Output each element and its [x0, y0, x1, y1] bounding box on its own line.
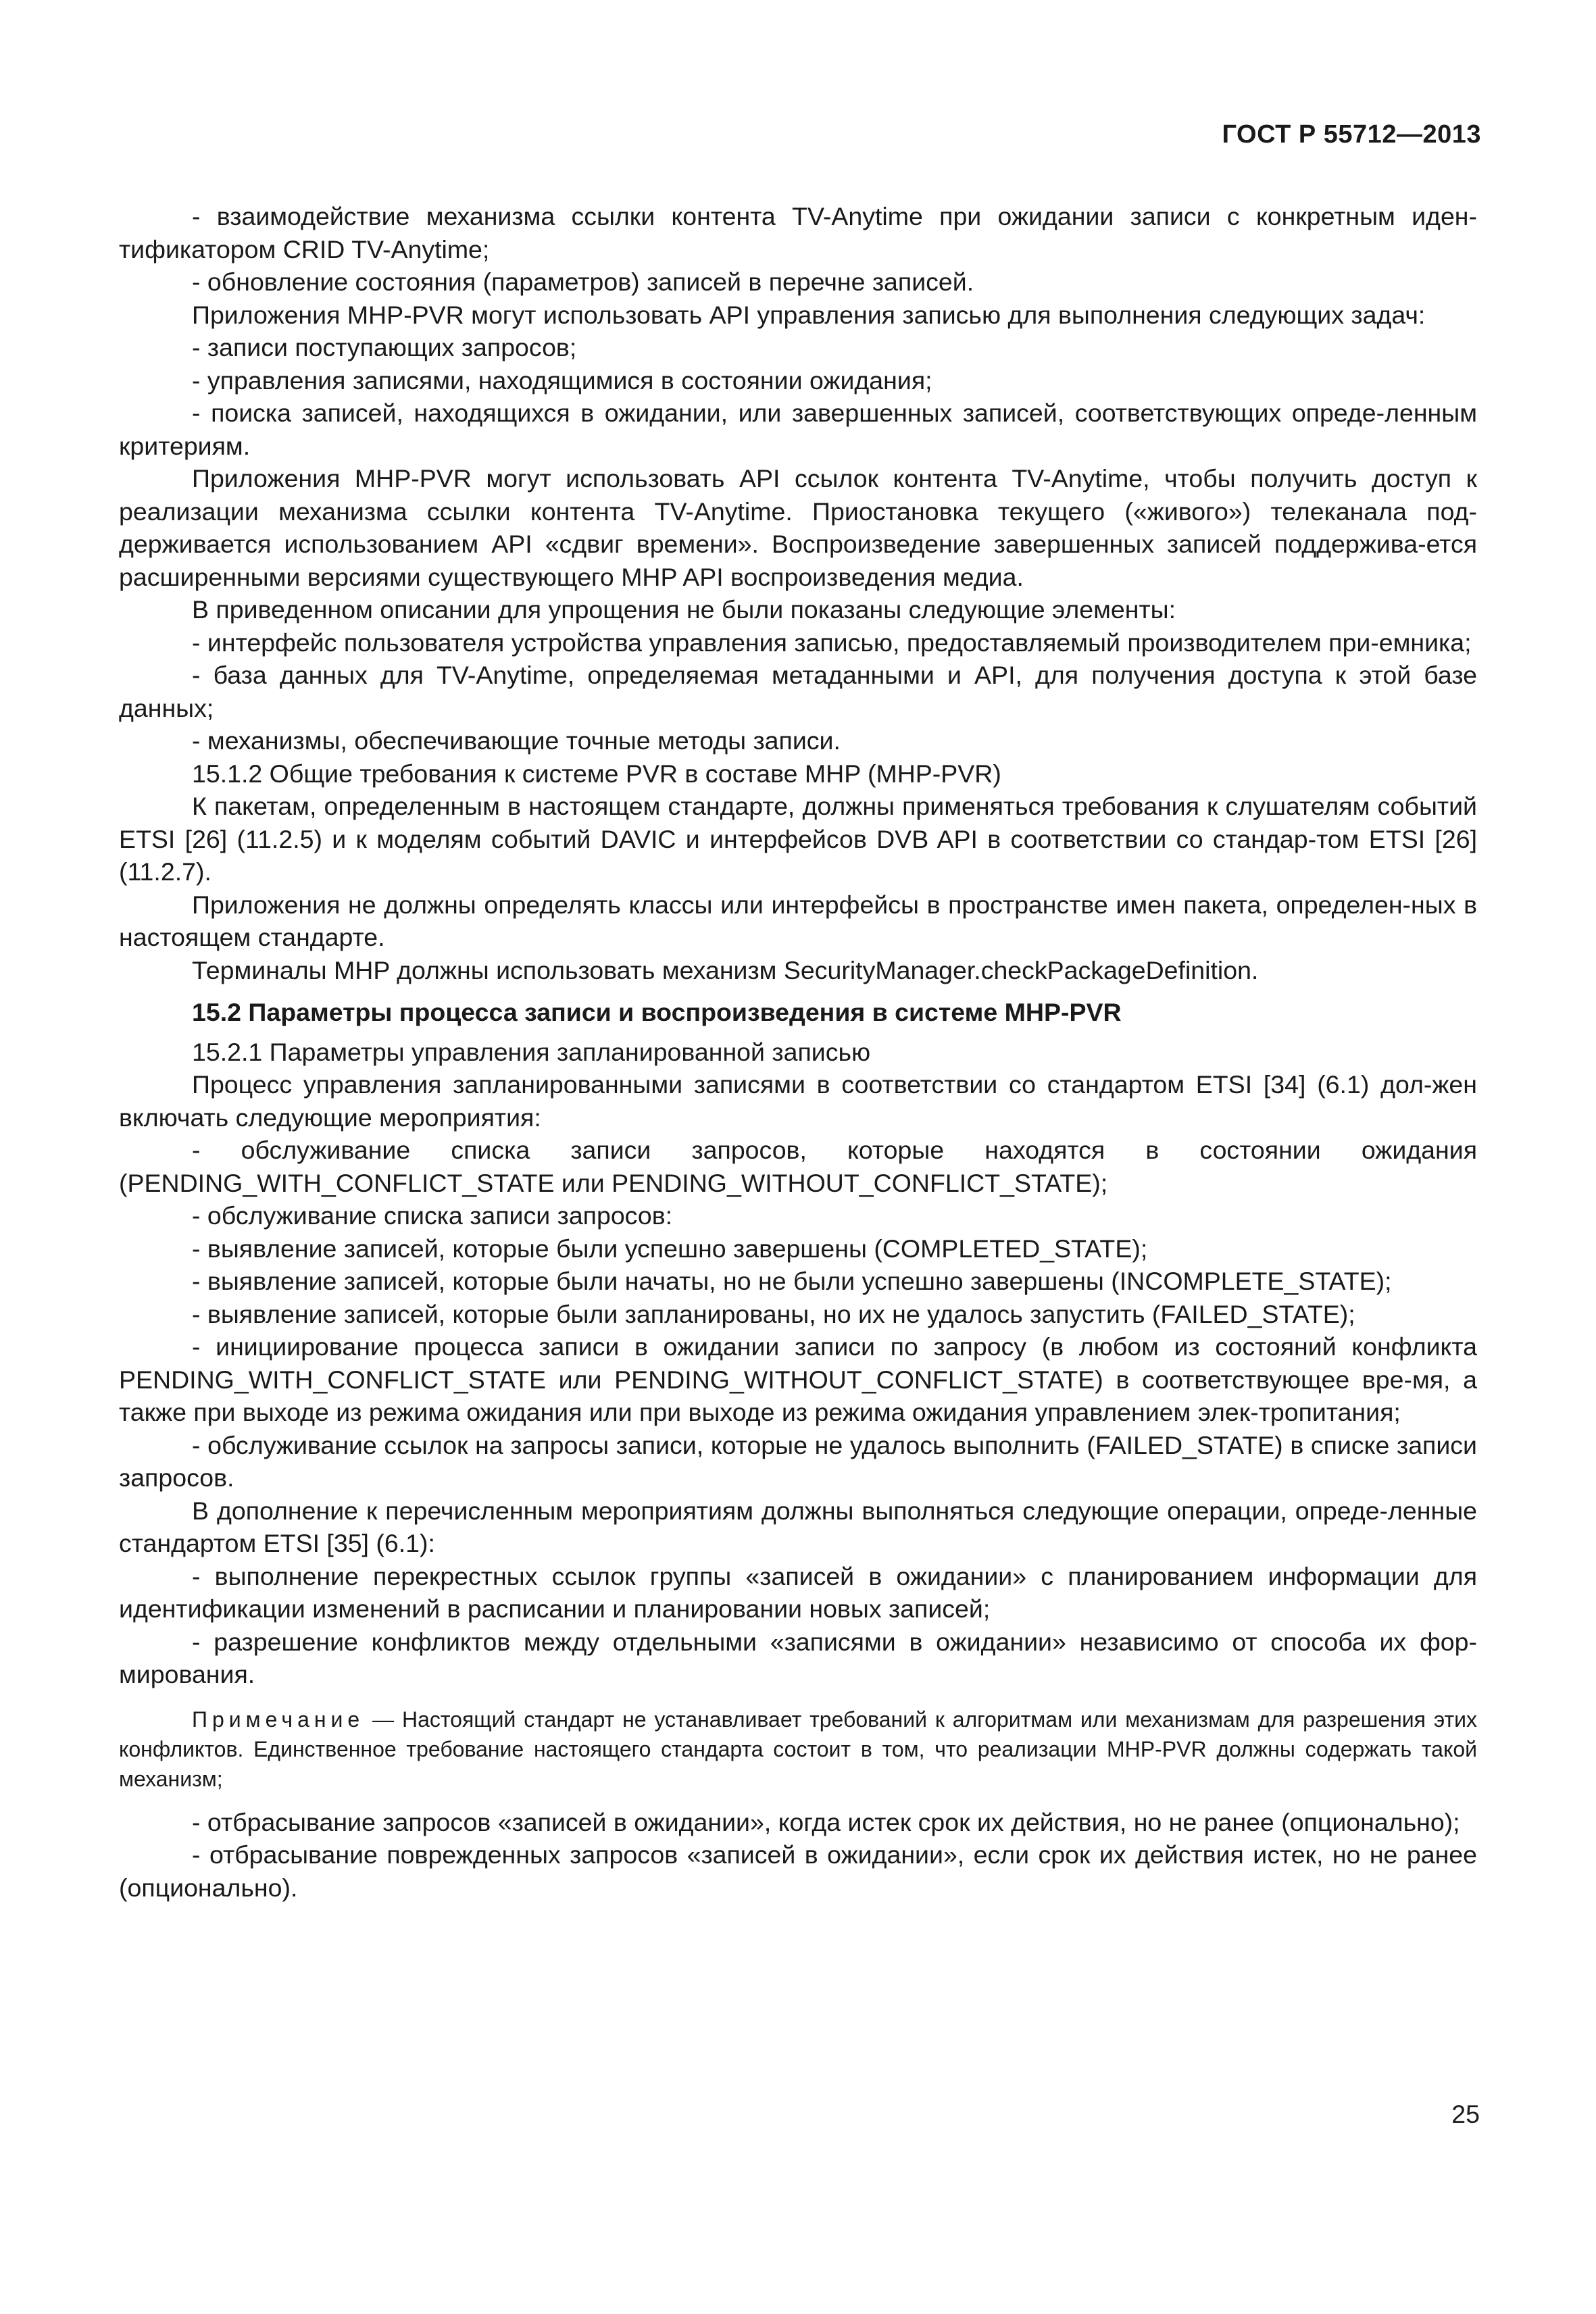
paragraph: - записи поступающих запросов;: [192, 333, 577, 361]
document-body: [119, 200, 1477, 1904]
paragraph: - отбрасывание запросов «записей в ожидании», когда истек срок их действия, но не ранее (опционально);: [192, 1807, 1460, 1836]
paragraph: - выявление записей, которые были запланированы, но их не удалось запустить (FAILED_STATE);: [192, 1299, 1355, 1328]
paragraph: - обновление состояния (параметров) записей в перечне записей.: [192, 268, 974, 296]
paragraph: Приложения MHP-PVR могут использовать API управления записью для выполнения следующих задач:: [192, 300, 1426, 329]
paragraph: - поиска записей, находящихся в ожидании, или завершенных записей, соответствующих опреде-ленным критериям.: [119, 399, 1477, 460]
paragraph: - инициирование процесса записи в ожидании записи по запросу (в любом из состояний конфликта PENDING_WITH_CONFLICT_STATE или PENDING_WITHOUT_CONFLICT_STATE) в соответствующее вре-мя, а также при выходе из режима ожидания или при выходе из режима ожидания управлением элек-тропитания;: [119, 1332, 1477, 1426]
paragraph: Приложения MHP-PVR могут использовать API ссылок контента TV-Anytime, чтобы получить доступ к реализации механизма ссылки контента TV-Anytime. Приостановка текущего («живого») телеканала под-держивается использованием API «сдвиг времени». Воспроизведение завершенных записей поддержива-ется расширенными версиями существующего MHP API воспроизведения медиа.: [119, 464, 1477, 591]
subsection-heading: 15.2.1 Параметры управления запланированной записью: [192, 1037, 871, 1066]
paragraph: Приложения не должны определять классы или интерфейсы в пространстве имен пакета, определен-ных в настоящем стандарте.: [119, 890, 1477, 951]
section-heading: 15.2 Параметры процесса записи и воспроизведения в системе MHP-PVR: [192, 998, 1122, 1026]
paragraph: - выявление записей, которые были успешно завершены (COMPLETED_STATE);: [192, 1234, 1148, 1263]
paragraph: - интерфейс пользователя устройства управления записью, предоставляемый производителем при-емника;: [192, 628, 1472, 657]
note-label: Примечание: [192, 1707, 365, 1732]
paragraph: В дополнение к перечисленным мероприятиям должны выполняться следующие операции, опреде-ленные стандартом ETSI [35] (6.1):: [119, 1496, 1477, 1557]
paragraph: - выявление записей, которые были начаты, но не были успешно завершены (INCOMPLETE_STATE);: [192, 1267, 1392, 1295]
paragraph: - разрешение конфликтов между отдельными «записями в ожидании» независимо от способа их фор-мирования.: [119, 1627, 1477, 1688]
note: [119, 1705, 1477, 1794]
paragraph: - обслуживание списка записи запросов:: [192, 1201, 673, 1230]
paragraph: - управления записями, находящимися в состоянии ожидания;: [192, 366, 932, 395]
paragraph: - выполнение перекрестных ссылок группы «записей в ожидании» с планированием информации для идентификации изменений в расписании и планировании новых записей;: [119, 1561, 1477, 1623]
paragraph: - отбрасывание поврежденных запросов «записей в ожидании», если срок их действия истек, но не ранее (опционально).: [119, 1840, 1477, 1902]
paragraph: К пакетам, определенным в настоящем стандарте, должны применяться требования к слушателям событий ETSI [26] (11.2.5) и к моделям событий DAVIC и интерфейсов DVB API в соответствии со стандар-том ETSI [26] (11.2.7).: [119, 792, 1477, 886]
paragraph: - взаимодействие механизма ссылки контента TV-Anytime при ожидании записи с конкретным иден-тификатором CRID TV-Anytime;: [119, 202, 1477, 263]
standard-header: ГОСТ Р 55712—2013: [1222, 120, 1481, 149]
paragraph: Процесс управления запланированными записями в соответствии со стандартом ETSI [34] (6.1) дол-жен включать следующие мероприятия:: [119, 1070, 1477, 1132]
paragraph: - обслуживание списка записи запросов, которые находятся в состоянии ожидания (PENDING_WITH_CONFLICT_STATE или PENDING_WITHOUT_CONFLICT_STATE);: [119, 1136, 1477, 1197]
subsection-heading: 15.1.2 Общие требования к системе PVR в составе MHP (MHP-PVR): [192, 759, 1001, 788]
paragraph: - обслуживание ссылок на запросы записи, которые не удалось выполнить (FAILED_STATE) в списке записи запросов.: [119, 1430, 1477, 1492]
page-number: 25: [1451, 2100, 1480, 2128]
paragraph: Терминалы MHP должны использовать механизм SecurityManager.checkPackageDefinition.: [192, 955, 1259, 984]
paragraph: В приведенном описании для упрощения не были показаны следующие элементы:: [192, 595, 1176, 624]
note-text: — Настоящий стандарт не устанавливает требований к алгоритмам или механизмам для разрешения этих конфликтов. Единственное требование настоящего стандарта состоит в том, что реализации MHP-PVR должны содержать такой механизм;: [119, 1707, 1478, 1791]
paragraph: - база данных для TV-Anytime, определяемая метаданными и API, для получения доступа к этой базе данных;: [119, 661, 1477, 722]
paragraph: - механизмы, обеспечивающие точные методы записи.: [192, 726, 841, 755]
